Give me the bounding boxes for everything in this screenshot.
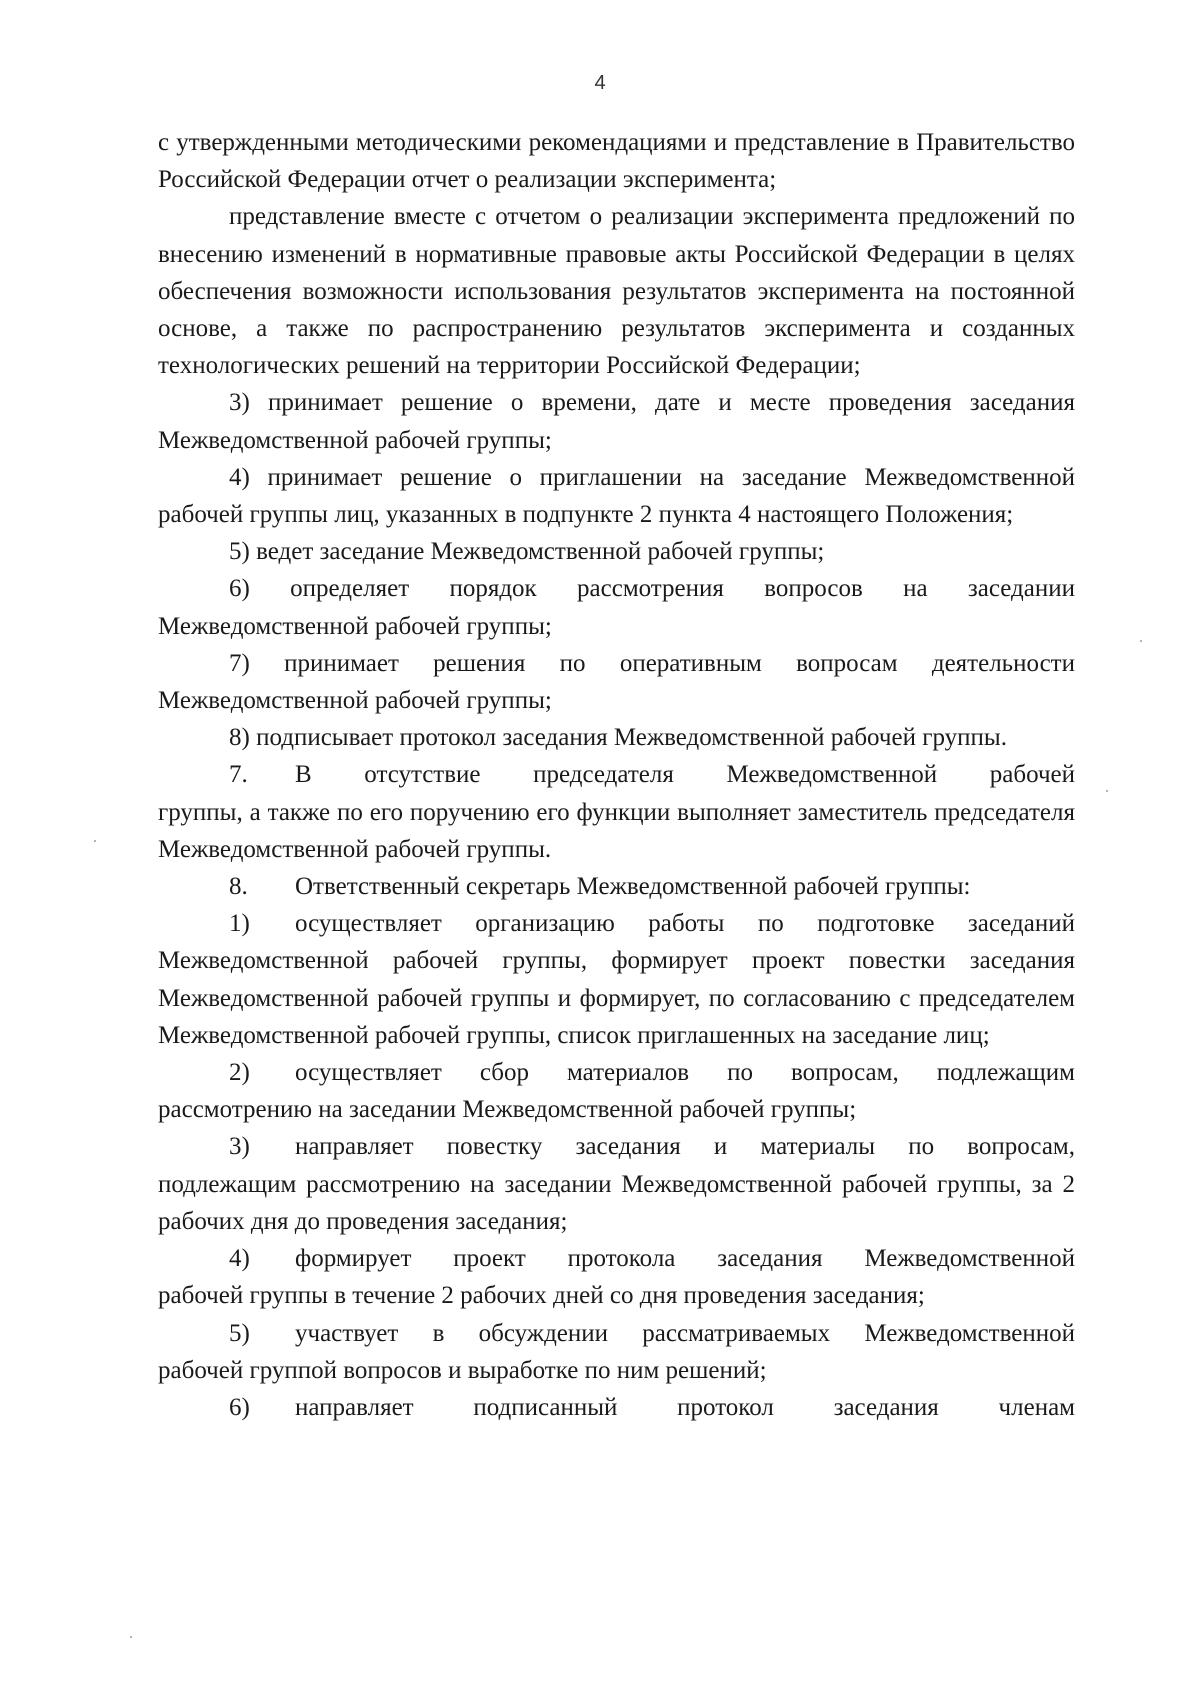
subitem-4-number: 4) — [229, 1245, 250, 1273]
subitem-3-first-line: направляет повестку заседания и материалы по вопросам, — [295, 1133, 1075, 1161]
paragraph-proposals: представление вместе с отчетом о реализации эксперимента предложений по внесению изменений в нормативные правовые акты Российской Федерации в целях обеспечения возможности использования результатов эксперимента на постоянной основе, а также по распространению результатов эксперимента и созданных технологических решений на территории Российской Федерации; — [158, 203, 1075, 380]
subitem-3-number: 3) — [229, 1133, 250, 1161]
scan-speck — [1106, 790, 1108, 792]
paragraph-continuation: с утвержденными методическими рекомендациями и представление в Правительство Российской Федерации отчет о реализации эксперимента; — [158, 129, 1075, 194]
subitem-6 — [158, 1389, 1075, 1426]
clause-7-number: 7. — [229, 761, 248, 789]
clause-7-first-line: В отсутствие председателя Межведомственной рабочей — [295, 761, 1075, 789]
subitem-2-first-line: осуществляет сбор материалов по вопросам, подлежащим — [295, 1059, 1075, 1087]
paragraph-item-6: 6) определяет порядок рассмотрения вопросов на заседании Межведомственной рабочей группы; — [158, 575, 1075, 640]
clause-8-number: 8. — [229, 873, 248, 901]
paragraph-item-5: 5) ведет заседание Межведомственной рабочей группы; — [229, 538, 825, 566]
subitem-6-first-line: направляет подписанный протокол заседания членам — [295, 1393, 1075, 1421]
paragraph-item-7: 7) принимает решения по оперативным вопросам деятельности Межведомственной рабочей группы; — [158, 649, 1075, 715]
subitem-5-continuation: рабочей группой вопросов и выработке по ним решений; — [158, 1356, 767, 1384]
scan-speck — [130, 1636, 132, 1638]
scan-speck — [1140, 640, 1142, 642]
subitem-2 — [158, 1054, 1075, 1091]
subitem-4-first-line: формирует проект протокола заседания Межведомственной — [295, 1245, 1075, 1273]
subitem-5-number: 5) — [229, 1319, 250, 1347]
subitem-4 — [158, 1240, 1075, 1277]
clause-7-continuation: группы, а также по его поручению его функции выполняет заместитель председателя Межведомственной рабочей группы. — [158, 798, 1075, 863]
document-body — [158, 124, 1075, 1426]
page-number: 4 — [594, 72, 606, 94]
clause-8 — [158, 868, 1075, 905]
clause-8-text: Ответственный секретарь Межведомственной рабочей группы: — [295, 873, 971, 901]
subitem-2-continuation: рассмотрению на заседании Межведомственной рабочей группы; — [158, 1096, 857, 1124]
paragraph-item-8: 8) подписывает протокол заседания Межведомственной рабочей группы. — [229, 724, 1007, 752]
subitem-3-continuation: подлежащим рассмотрению на заседании Межведомственной рабочей группы, за 2 рабочих дня до проведения заседания; — [158, 1170, 1075, 1235]
subitem-3 — [158, 1128, 1075, 1165]
subitem-6-number: 6) — [229, 1393, 250, 1421]
clause-7 — [158, 756, 1075, 793]
subitem-1 — [158, 905, 1075, 942]
subitem-1-continuation: Межведомственной рабочей группы, формирует проект повестки заседания Межведомственной рабочей группы и формирует, по согласованию с председателем Межведомственной рабочей группы, список приглашенных на заседание лиц; — [158, 947, 1075, 1049]
paragraph-item-4: 4) принимает решение о приглашении на заседание Межведомственной рабочей группы лиц, указанных в подпункте 2 пункта 4 настоящего Положения; — [158, 463, 1075, 529]
subitem-1-first-line: осуществляет организацию работы по подготовке заседаний — [295, 910, 1075, 938]
subitem-5-first-line: участвует в обсуждении рассматриваемых Межведомственной — [295, 1319, 1075, 1347]
subitem-5 — [158, 1315, 1075, 1352]
subitem-2-number: 2) — [229, 1059, 250, 1087]
scan-speck — [94, 840, 96, 842]
subitem-4-continuation: рабочей группы в течение 2 рабочих дней со дня проведения заседания; — [158, 1282, 925, 1310]
paragraph-item-3: 3) принимает решение о времени, дате и месте проведения заседания Межведомственной рабочей группы; — [158, 389, 1075, 454]
subitem-1-number: 1) — [229, 910, 250, 938]
